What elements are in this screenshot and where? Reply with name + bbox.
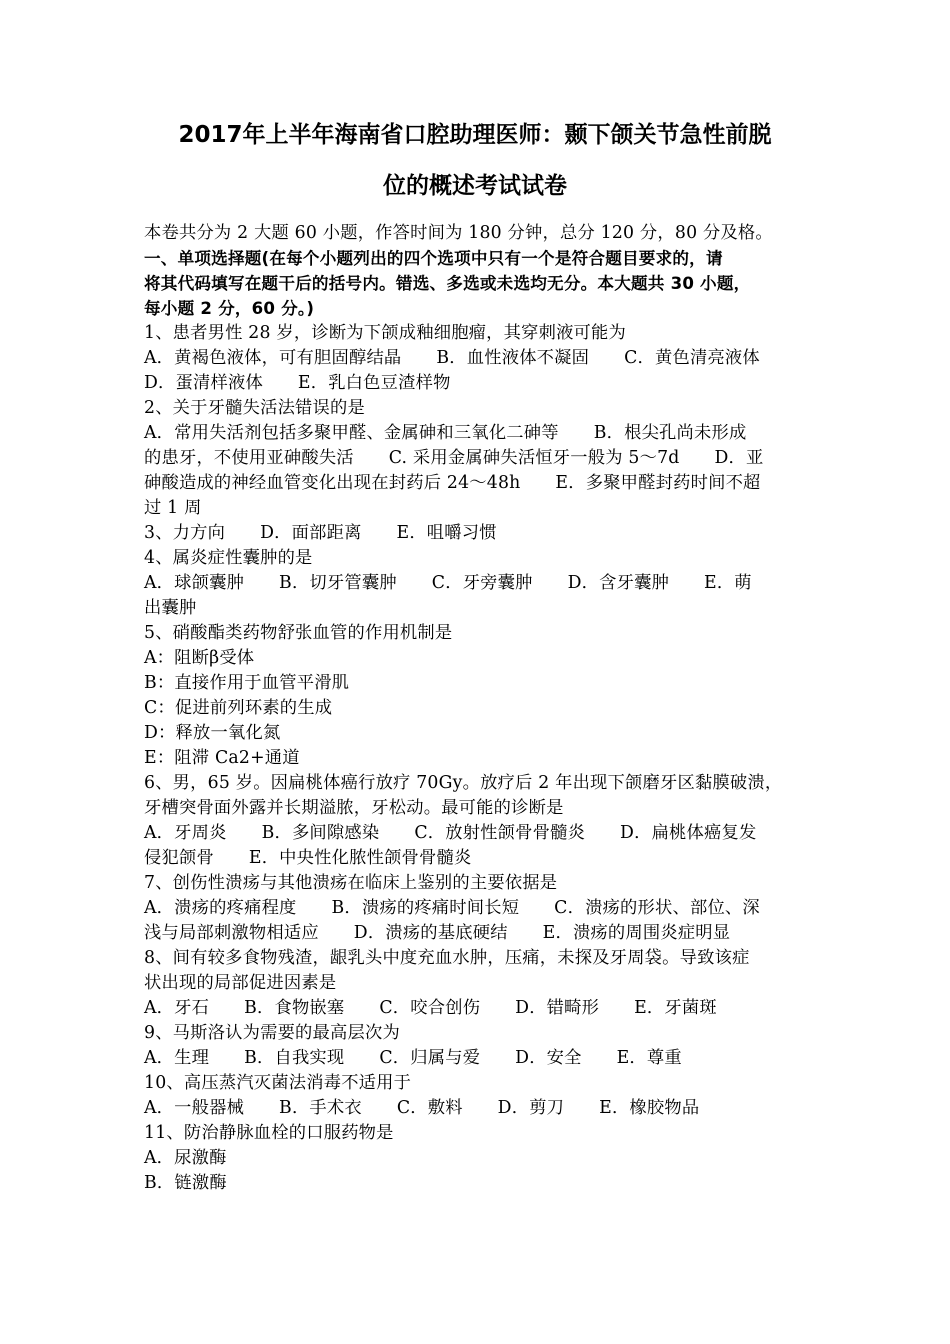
option-line: A．黄褐色液体，可有胆固醇结晶 B．血性液体不凝固 C．黄色清亮液体: [144, 348, 760, 368]
question-line: 3、力方向 D．面部距离 E．咀嚼习惯: [144, 523, 497, 543]
option-line: D：释放一氧化氮: [144, 723, 281, 743]
option-line: A：阻断β受体: [144, 648, 255, 668]
option-line: A．常用失活剂包括多聚甲醛、金属砷和三氧化二砷等 B．根尖孔尚未形成: [144, 423, 747, 443]
question-line: 牙槽突骨面外露并长期溢脓，牙松动。最可能的诊断是: [144, 798, 564, 818]
question-line: 5、硝酸酯类药物舒张血管的作用机制是: [144, 623, 453, 643]
question-line: 9、马斯洛认为需要的最高层次为: [144, 1023, 400, 1043]
section-heading: 将其代码填写在题干后的括号内。错选、多选或未选均无分。本大题共 30 小题，: [144, 274, 751, 293]
option-line: B．链激酶: [144, 1173, 227, 1193]
option-line: A．生理 B．自我实现 C．归属与爱 D．安全 E．尊重: [144, 1048, 682, 1068]
exam-intro: 本卷共分为 2 大题 60 小题，作答时间为 180 分钟，总分 120 分，80 分及格。: [144, 223, 773, 243]
option-line: 浅与局部刺激物相适应 D．溃疡的基底硬结 E．溃疡的周围炎症明显: [144, 923, 731, 943]
option-line: D．蛋清样液体 E．乳白色豆渣样物: [144, 373, 451, 393]
option-line: 过 1 周: [144, 498, 202, 518]
option-line: A．一般器械 B．手术衣 C．敷料 D．剪刀 E．橡胶物品: [144, 1098, 700, 1118]
option-line: 侵犯颌骨 E．中央性化脓性颌骨骨髓炎: [144, 848, 472, 868]
question-line: 7、创伤性溃疡与其他溃疡在临床上鉴别的主要依据是: [144, 873, 558, 893]
document-title-line-2: 位的概述考试试卷: [383, 173, 567, 199]
option-line: A．尿激酶: [144, 1148, 227, 1168]
option-line: A．溃疡的疼痛程度 B．溃疡的疼痛时间长短 C．溃疡的形状、部位、深: [144, 898, 760, 918]
question-line: 状出现的局部促进因素是: [144, 973, 337, 993]
option-line: A．牙石 B．食物嵌塞 C．咬合创伤 D．错畸形 E．牙菌斑: [144, 998, 717, 1018]
question-line: 1、患者男性 28 岁，诊断为下颌成釉细胞瘤，其穿刺液可能为: [144, 323, 627, 343]
question-line: 10、高压蒸汽灭菌法消毒不适用于: [144, 1073, 412, 1093]
option-line: B：直接作用于血管平滑肌: [144, 673, 350, 693]
question-line: 11、防治静脉血栓的口服药物是: [144, 1123, 394, 1143]
option-line: C：促进前列环素的生成: [144, 698, 333, 718]
question-line: 6、男，65 岁。因扁桃体癌行放疗 70Gy。放疗后 2 年出现下颌磨牙区黏膜破溃，: [144, 773, 783, 793]
option-line: A．球颌囊肿 B．切牙管囊肿 C．牙旁囊肿 D．含牙囊肿 E．萌: [144, 573, 752, 593]
question-line: 4、属炎症性囊肿的是: [144, 548, 313, 568]
question-line: 8、间有较多食物残渣，龈乳头中度充血水肿，压痛，未探及牙周袋。导致该症: [144, 948, 750, 968]
option-line: 的患牙，不使用亚砷酸失活 C. 采用金属砷失活恒牙一般为 5～7d D．亚: [144, 448, 764, 468]
section-heading: 每小题 2 分，60 分。): [144, 299, 315, 318]
option-line: A．牙周炎 B．多间隙感染 C．放射性颌骨骨髓炎 D．扁桃体癌复发: [144, 823, 757, 843]
document-body: [144, 221, 820, 1196]
option-line: 砷酸造成的神经血管变化出现在封药后 24～48h E．多聚甲醛封药时间不超: [144, 473, 761, 493]
question-line: 2、关于牙髓失活法错误的是: [144, 398, 365, 418]
document-title-line-1: 2017年上半年海南省口腔助理医师：颞下颌关节急性前脱: [178, 122, 772, 148]
option-line: 出囊肿: [144, 598, 197, 618]
option-line: E：阻滞 Ca2+通道: [144, 748, 300, 768]
section-heading: 一、单项选择题(在每个小题列出的四个选项中只有一个是符合题目要求的，请: [144, 249, 723, 268]
